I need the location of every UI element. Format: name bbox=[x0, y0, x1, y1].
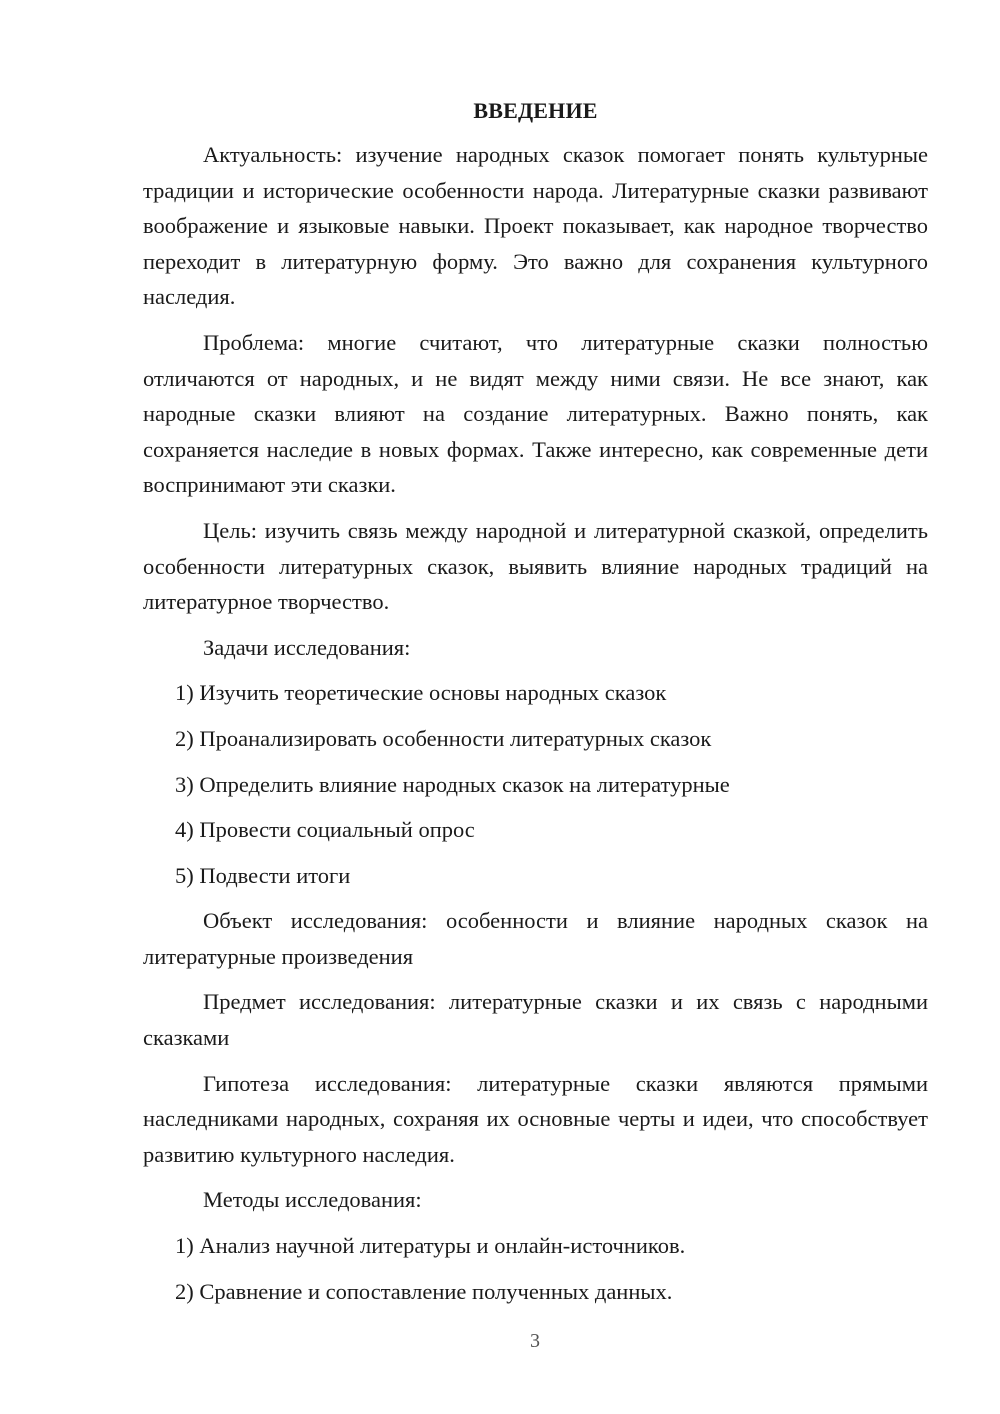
task-item: 3) Определить влияние народных сказок на литературные bbox=[175, 771, 730, 797]
relevance-paragraph: Актуальность: изучение народных сказок помогает понять культурные традиции и исторические особенности народа. Литературные сказки развивают воображение и языковые навыки. Проект показывает, как народное творчество переходит в литературную форму. Это важно для сохранения культурного наследия. bbox=[143, 142, 928, 310]
object-paragraph: Объект исследования: особенности и влияние народных сказок на литературные произведения bbox=[143, 908, 928, 969]
task-item: 2) Проанализировать особенности литературных сказок bbox=[175, 725, 712, 751]
method-item: 1) Анализ научной литературы и онлайн-источников. bbox=[175, 1233, 686, 1259]
task-item: 1) Изучить теоретические основы народных сказок bbox=[175, 680, 667, 706]
section-title: ВВЕДЕНИЕ bbox=[473, 98, 598, 123]
task-item: 4) Провести социальный опрос bbox=[175, 817, 475, 843]
document-page bbox=[143, 93, 928, 1319]
subject-paragraph: Предмет исследования: литературные сказки и их связь с народными сказками bbox=[143, 989, 928, 1051]
method-item: 2) Сравнение и сопоставление полученных данных. bbox=[175, 1278, 673, 1304]
page-number: 3 bbox=[530, 1330, 540, 1352]
methods-heading: Методы исследования: bbox=[203, 1187, 422, 1213]
tasks-heading: Задачи исследования: bbox=[203, 634, 411, 660]
goal-paragraph: Цель: изучить связь между народной и литературной сказкой, определить особенности литературных сказок, выявить влияние народных традиций на литературное творчество. bbox=[143, 517, 928, 615]
hypothesis-paragraph: Гипотеза исследования: литературные сказки являются прямыми наследниками народных, сохраняя их основные черты и идеи, что способствует развитию культурного наследия. bbox=[143, 1070, 928, 1167]
task-item: 5) Подвести итоги bbox=[175, 862, 351, 888]
problem-paragraph: Проблема: многие считают, что литературные сказки полностью отличаются от народных, и не видят между ними связи. Не все знают, как народные сказки влияют на создание литературных. Важно понять, как сохраняется наследие в новых формах. Также интересно, как современные дети воспринимают эти сказки. bbox=[143, 329, 928, 498]
